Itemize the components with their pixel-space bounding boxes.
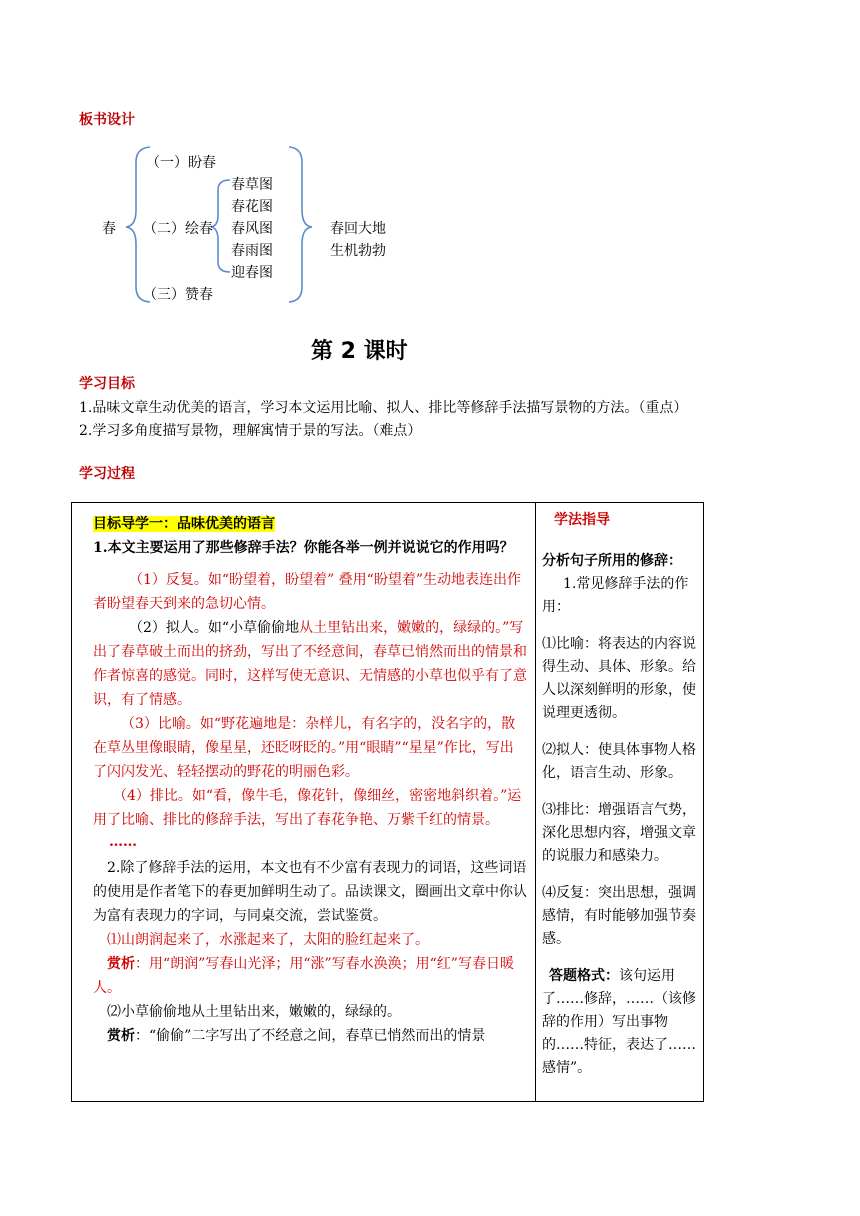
board-braces <box>0 0 860 320</box>
board-root: 春 <box>102 221 116 237</box>
method-intro: 1.常见修辞手法的作用： <box>542 576 689 615</box>
ellipsis: …… <box>109 834 137 850</box>
board-part2: （二）绘春 <box>143 221 213 237</box>
study-table <box>71 502 704 1102</box>
board-picture: 春风图 <box>231 221 273 237</box>
method-subheading: 分析句子所用的修辞： <box>542 553 682 569</box>
question-1: 1.本文主要运用了那些修辞手法？你能各举一例并说说它的作用吗？ <box>93 540 514 556</box>
appreciation-label: 赏析 <box>107 956 135 972</box>
method-heading: 学法指导 <box>554 512 610 528</box>
sentence-1: ⑴山朗润起来了，水涨起来了，太阳的脸红起来了。 <box>107 932 429 948</box>
process-heading: 学习过程 <box>79 466 135 482</box>
right-column <box>536 503 704 1102</box>
goal-label: 目标导学一：品味优美的语言 <box>93 516 275 532</box>
appreciation-label: 赏析 <box>107 1028 135 1044</box>
objective-item: 2.学习多角度描写景物，理解寓情于景的写法。（难点） <box>79 423 422 439</box>
board-picture: 春花图 <box>231 199 273 215</box>
answer-format-label: 答题格式： <box>549 968 619 984</box>
objective-item: 1.品味文章生动优美的语言，学习本文运用比喻、拟人、排比等修辞手法描写景物的方法。（重点） <box>79 400 688 416</box>
method-repetition: ⑷反复：突出思想，强调感情，有时能够加强节奏感。 <box>542 885 696 947</box>
method-personification: ⑵拟人：使具体事物人格化，语言生动、形象。 <box>542 742 696 781</box>
appreciation-1 <box>93 952 527 1000</box>
board-part1: （一）盼春 <box>146 155 216 171</box>
answer-personification-prefix: （2）拟人。如“小草偷偷地 <box>129 620 300 636</box>
method-parallelism: ⑶排比：增强语言气势，深化思想内容，增强文章的说服力和感染力。 <box>542 802 696 864</box>
board-result: 生机勃勃 <box>330 243 386 259</box>
board-picture: 春雨图 <box>231 243 273 259</box>
board-picture: 春草图 <box>231 177 273 193</box>
objectives-heading: 学习目标 <box>79 376 135 392</box>
board-picture: 迎春图 <box>231 265 273 281</box>
appreciation-text: ：“偷偷”二字写出了不经意之间，春草已悄然而出的情景 <box>135 1028 486 1044</box>
board-part3: （三）赞春 <box>143 287 213 303</box>
appreciation-2 <box>93 1024 527 1048</box>
board-heading: 板书设计 <box>79 112 135 128</box>
answer-personification <box>93 616 527 712</box>
sentence-2: ⑵小草偷偷地从土里钻出来，嫩嫩的，绿绿的。 <box>107 1004 401 1020</box>
appreciation-text: ：用“朗润”写春山光泽；用“涨”写春水涣涣；用“红”写春日暖人。 <box>93 956 514 996</box>
lesson-title: 第 2 课时 <box>311 339 408 364</box>
left-column <box>72 503 536 1102</box>
method-metaphor: ⑴比喻：将表达的内容说得生动、具体、形象。给人以深刻鲜明的形象，使说理更透彻。 <box>542 636 696 721</box>
answer-format-text: 该句运用了……修辞，……（该修辞的作用）写出事物的……特征，表达了……感情”。 <box>542 968 696 1076</box>
answer-repetition: （1）反复。如“盼望着，盼望着” 叠用“盼望着”生动地表连出作者盼望春天到来的急切心情。 <box>93 572 521 612</box>
answer-metaphor: （3）比喻。如“野花遍地是：杂样儿，有名字的，没名字的，散在草丛里像眼睛，像星星，还眨呀眨的。”用“眼睛”“星星”作比，写出了闪闪发光、轻轻摆动的野花的明丽色彩。 <box>93 716 516 780</box>
answer-personification-text: 从土里钻出来，嫩嫩的，绿绿的。”写出了春草破土而出的挤劲，写出了不经意间，春草已悄然而出的情景和作者惊喜的感觉。同时，这样写使无意识、无情感的小草也似乎有了意识，有了情感。 <box>93 620 527 708</box>
answer-format <box>542 965 698 1080</box>
board-result: 春回大地 <box>330 221 386 237</box>
answer-parallelism: （4）排比。如“看，像牛毛，像花针，像细丝，密密地斜织着。”运用了比喻、排比的修辞手法，写出了春花争艳、万紫千红的情景。 <box>93 788 522 828</box>
question-2: 2.除了修辞手法的运用，本文也有不少富有表现力的词语，这些词语的使用是作者笔下的春更加鲜明生动了。品读课文，圈画出文章中你认为富有表现力的字词，与同桌交流，尝试鉴赏。 <box>93 860 527 924</box>
